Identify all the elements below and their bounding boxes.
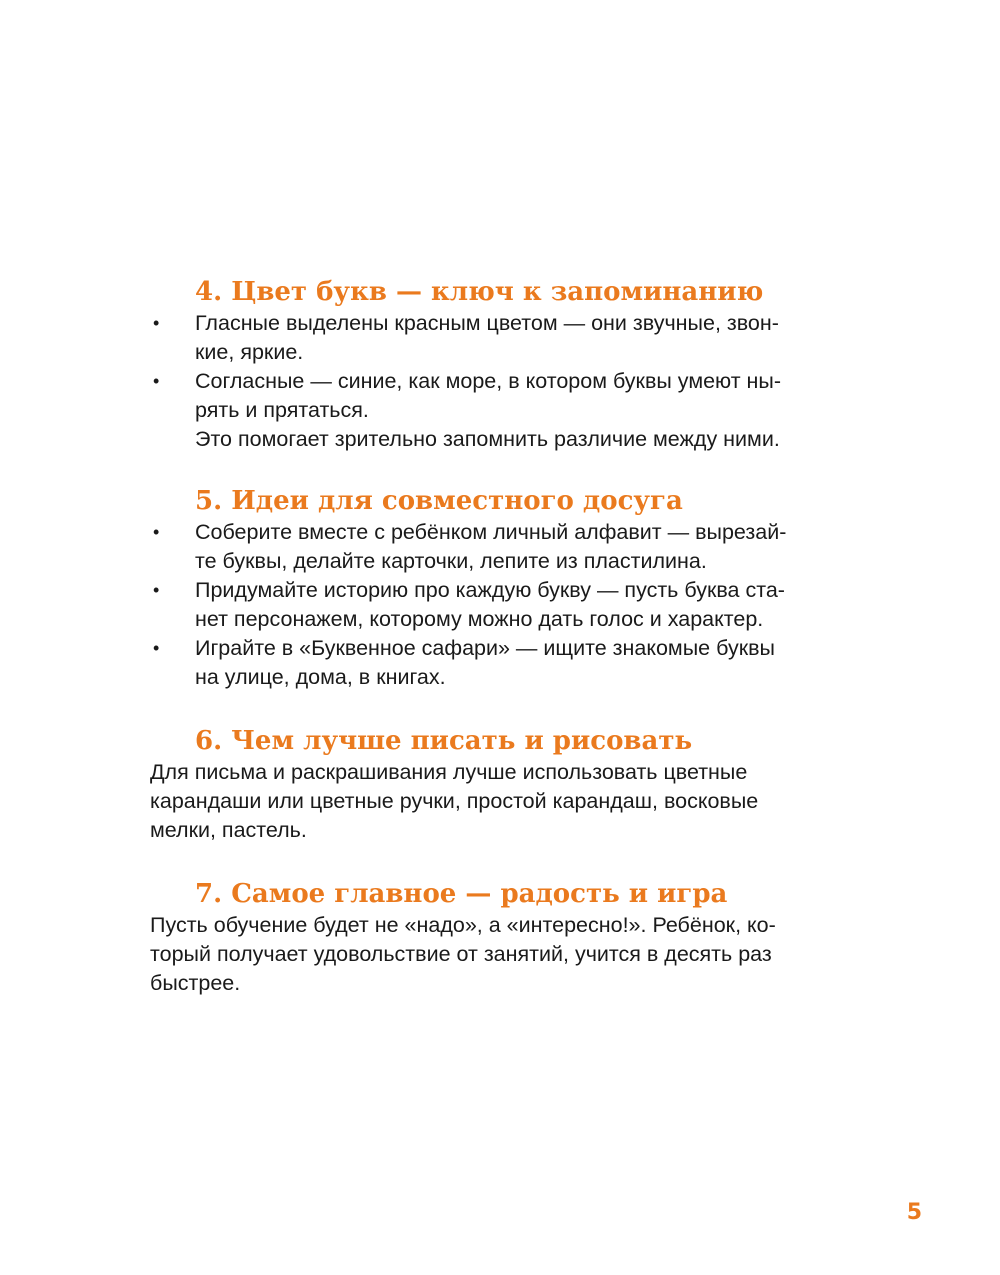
section-writing-tools (150, 725, 850, 845)
bullet-icon: • (153, 313, 160, 333)
paragraph-line: Пусть обучение будет не «надо», а «интересно!». Ребёнок, ко- (150, 913, 776, 937)
list-item-line: кие, яркие. (195, 340, 304, 364)
paragraph-line: мелки, пастель. (150, 818, 307, 842)
section-joy-and-play (150, 878, 850, 998)
list-item (150, 576, 850, 634)
bullet-list (150, 309, 850, 425)
list-item (150, 367, 850, 425)
bullet-icon: • (153, 522, 160, 542)
list-item (150, 518, 850, 576)
bullet-icon: • (153, 638, 160, 658)
section-heading: 6. Чем лучше писать и рисовать (195, 726, 693, 756)
section-leisure-ideas (150, 485, 850, 692)
list-item-line: Соберите вместе с ребёнком личный алфавит — вырезай- (195, 520, 787, 544)
page-number: 5 (906, 1200, 922, 1225)
paragraph-line: быстрее. (150, 971, 241, 995)
list-item-line: на улице, дома, в книгах. (195, 665, 446, 689)
section-note: Это помогает зрительно запомнить различие между ними. (195, 427, 780, 451)
section-heading: 7. Самое главное — радость и игра (195, 879, 728, 909)
paragraph-line: торый получает удовольствие от занятий, учится в десять раз (150, 942, 772, 966)
section-paragraph (150, 911, 850, 998)
list-item-line: Играйте в «Буквенное сафари» — ищите знакомые буквы (195, 636, 775, 660)
list-item-line: Гласные выделены красным цветом — они звучные, звон- (195, 311, 779, 335)
list-item-line: Согласные — синие, как море, в котором буквы умеют ны- (195, 369, 782, 393)
section-heading: 5. Идеи для совместного досуга (195, 486, 683, 516)
section-paragraph (150, 758, 850, 845)
list-item-line: те буквы, делайте карточки, лепите из пластилина. (195, 549, 707, 573)
list-item-line: нет персонажем, которому можно дать голос и характер. (195, 607, 764, 631)
bullet-list (150, 518, 850, 692)
list-item-line: Придумайте историю про каждую букву — пусть буква ста- (195, 578, 785, 602)
bullet-icon: • (153, 371, 160, 391)
section-heading: 4. Цвет букв — ключ к запоминанию (195, 277, 764, 307)
bullet-icon: • (153, 580, 160, 600)
paragraph-line: карандаши или цветные ручки, простой карандаш, восковые (150, 789, 759, 813)
list-item (150, 634, 850, 692)
list-item (150, 309, 850, 367)
paragraph-line: Для письма и раскрашивания лучше использовать цветные (150, 760, 748, 784)
list-item-line: рять и прятаться. (195, 398, 369, 422)
section-color-of-letters (150, 276, 850, 454)
